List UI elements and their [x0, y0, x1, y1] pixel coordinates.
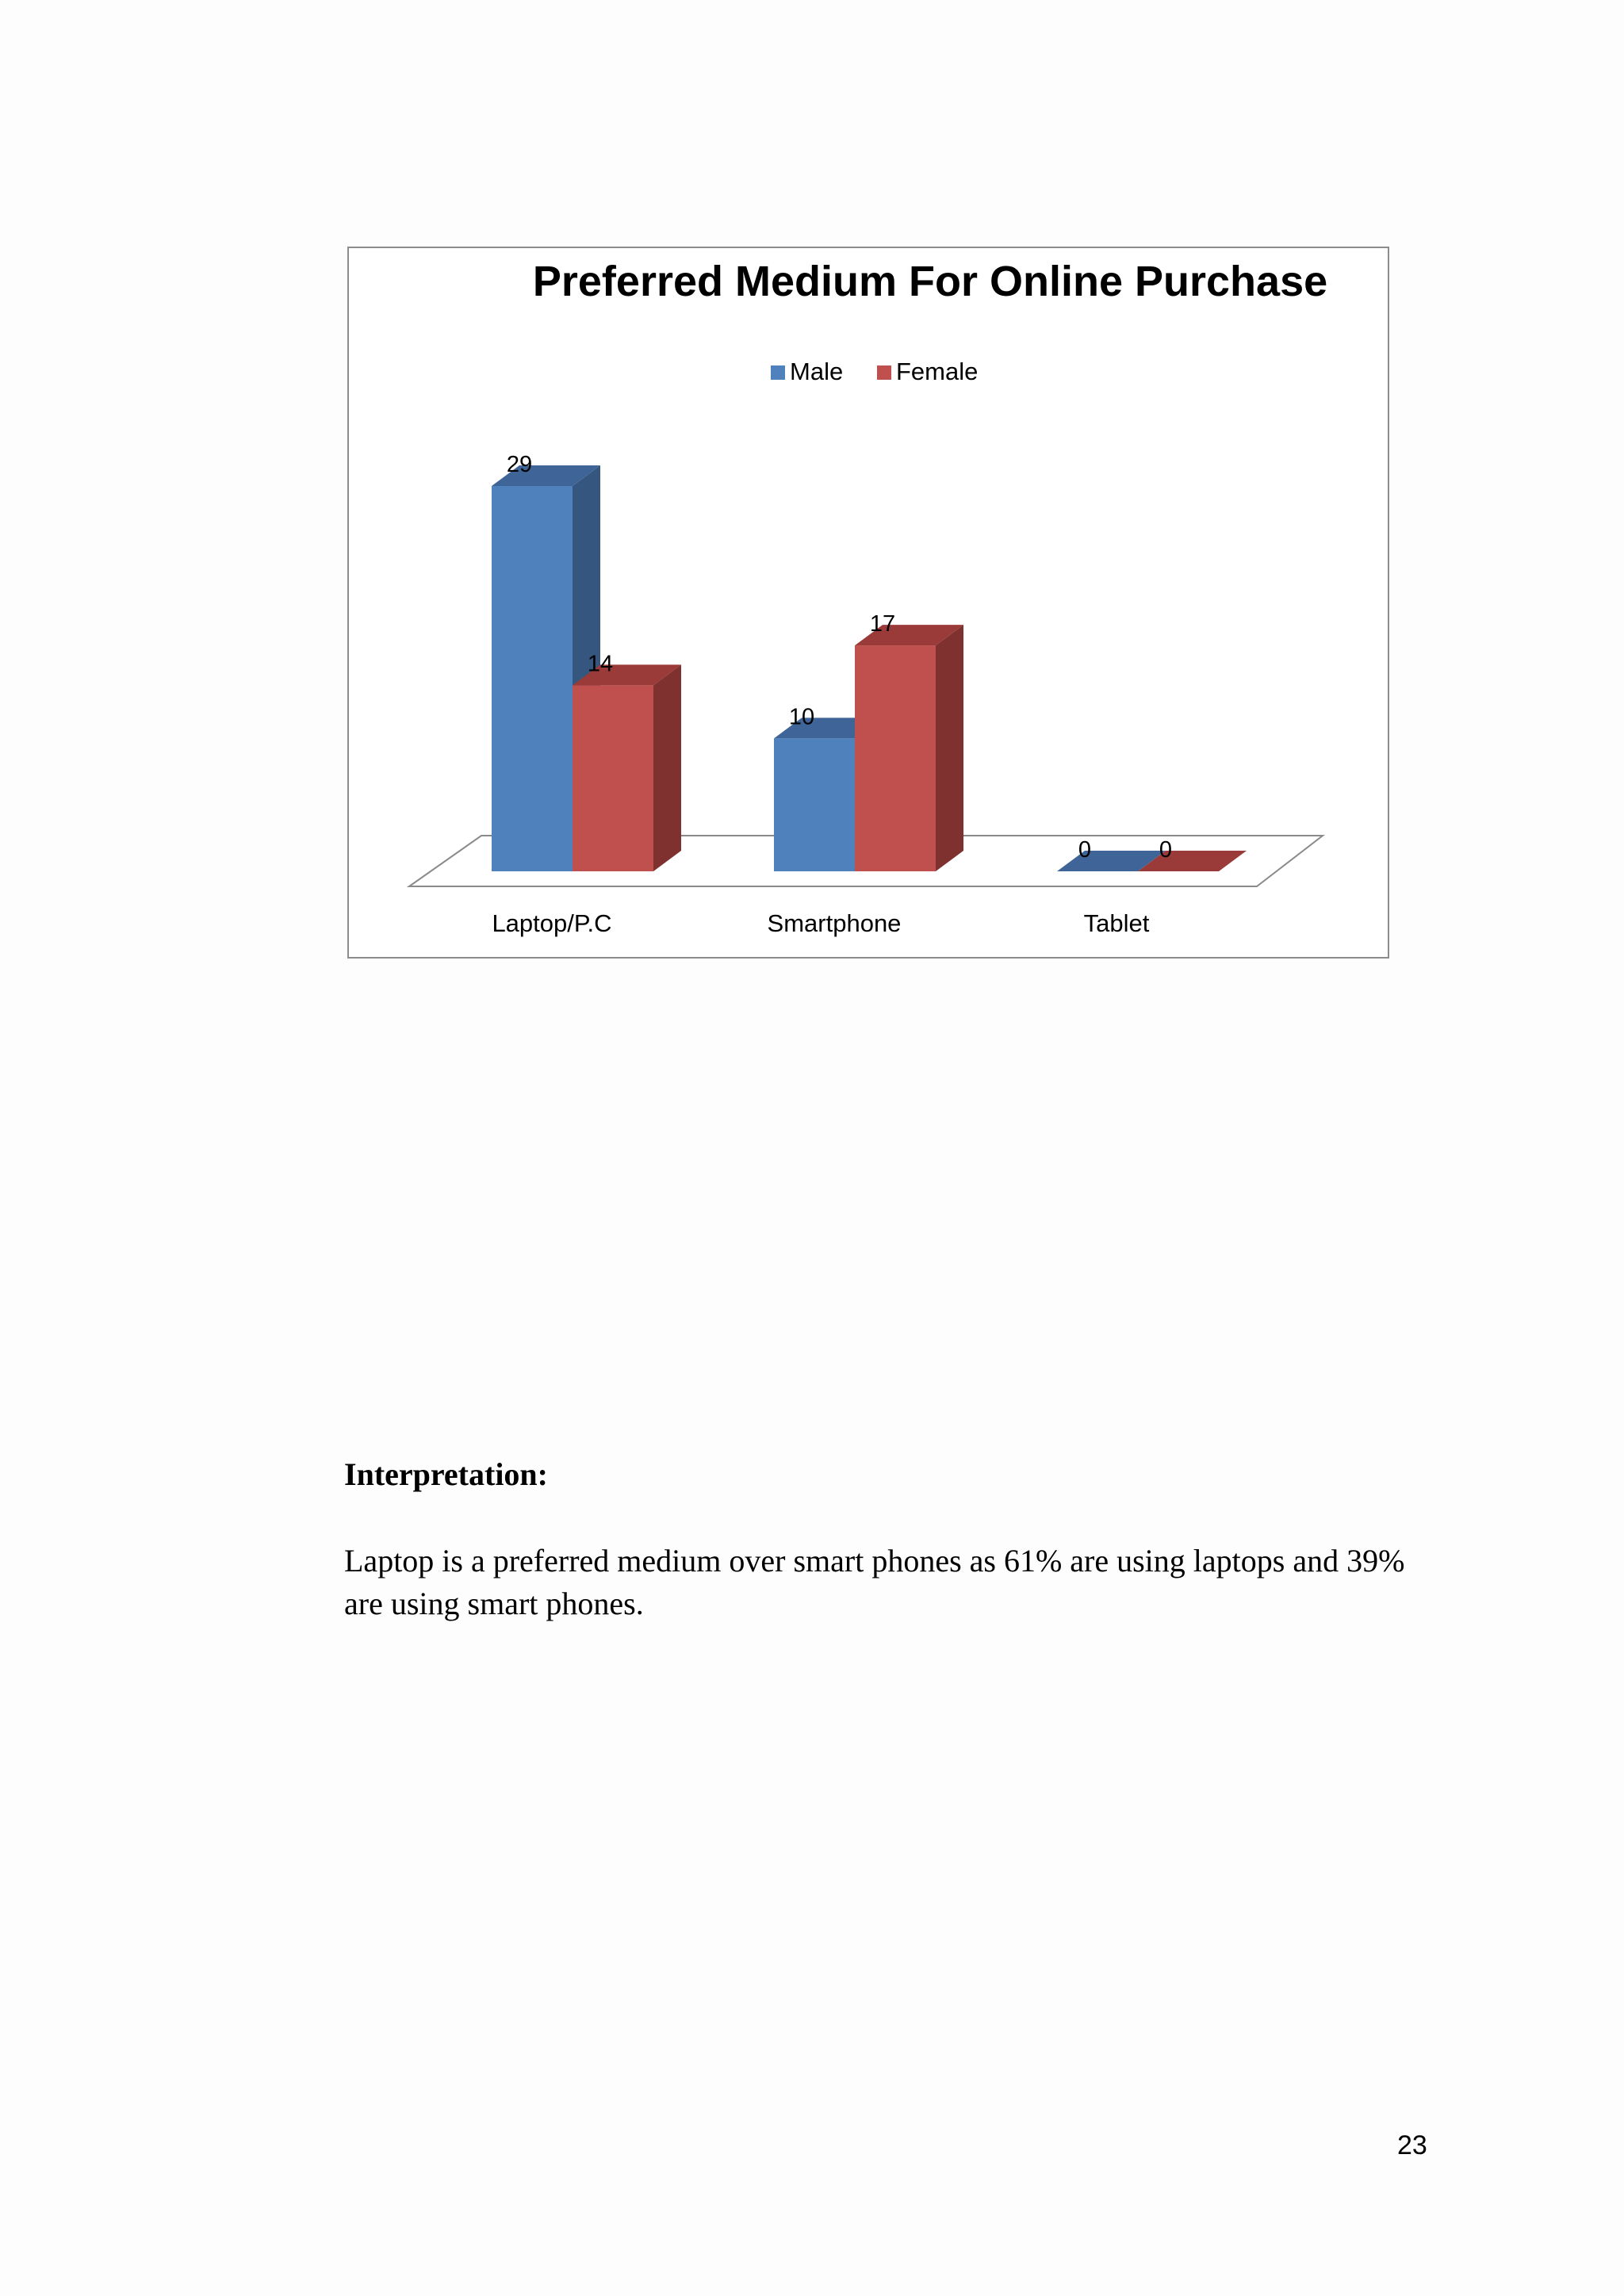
- bar-front: [774, 738, 855, 871]
- category-label-tablet: Tablet: [1083, 909, 1150, 937]
- category-label-laptop-p-c: Laptop/P.C: [492, 909, 612, 937]
- category-labels-group: [492, 909, 1149, 937]
- legend-swatch-female: [877, 365, 891, 380]
- legend-swatch-male: [771, 365, 785, 380]
- data-label-male-laptop-p-c: 29: [506, 452, 533, 477]
- interpretation-heading: Interpretation:: [344, 1456, 548, 1492]
- chart-frame: [347, 247, 1389, 959]
- legend-label-male: Male: [790, 358, 844, 385]
- chart-title: Preferred Medium For Online Purchase: [532, 258, 1328, 305]
- bar-front: [492, 486, 573, 871]
- legend-label-female: Female: [896, 358, 979, 385]
- bar-front: [855, 645, 936, 871]
- page-number: 23: [1397, 2130, 1427, 2160]
- interpretation-text: Laptop is a preferred medium over smart phones as 61% are using laptops and 39% are using smart phones.: [344, 1543, 1405, 1621]
- bar-side: [936, 625, 963, 871]
- bar-female-smartphone: [855, 625, 963, 871]
- bar-chart: [349, 248, 1388, 957]
- category-label-smartphone: Smartphone: [767, 909, 902, 937]
- data-label-male-smartphone: 10: [788, 704, 815, 730]
- data-label-female-smartphone: 17: [869, 611, 896, 637]
- data-label-female-laptop-p-c: 14: [587, 651, 614, 677]
- data-label-male-tablet: 0: [1078, 837, 1092, 863]
- bar-female-laptop-p-c: [573, 664, 681, 871]
- bar-side: [653, 664, 681, 871]
- data-label-female-tablet: 0: [1159, 837, 1173, 863]
- bar-front: [573, 685, 653, 871]
- chart-legend: [771, 358, 978, 385]
